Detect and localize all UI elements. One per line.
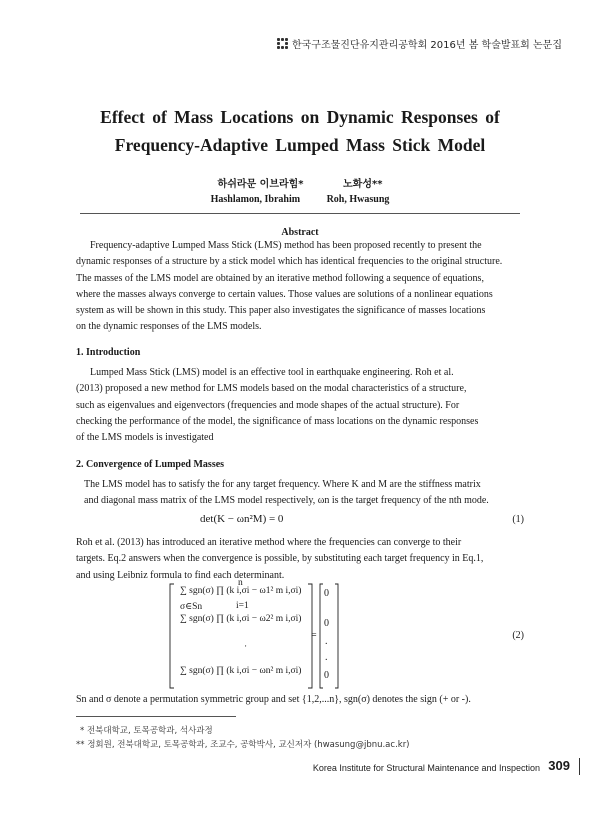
zero-vector: 0 0 . . 0 [324,588,329,681]
matrix-row-dots: · [244,642,248,652]
section-1-heading: 1. Introduction [76,347,141,358]
equals-sign: = [311,630,317,641]
running-header [277,36,562,51]
footnote-1: * 전북대학교, 토목공학과, 석사과정 [80,726,213,736]
section-2-last-line: Sn and σ denote a permutation symmetric group and set {1,2,...n}, sgn(σ) denotes the sign (+ or -). [76,694,471,705]
footnote-2: ** 정회원, 전북대학교, 토목공학과, 조교수, 공학박사, 교신저자 (hwasung@jbnu.ac.kr) [76,740,410,750]
page-number: 309 [548,758,570,773]
footer-institute: Korea Institute for Structural Maintenance and Inspection [312,763,540,773]
equation-1-number: (1) [512,514,524,525]
section-1-body: Lumped Mass Stick (LMS) model is an effective tool in earthquake engineering. Roh et al. (2013) proposed a new method for LMS models based on the modal characteristics of a structure, such as eigenvalues and eigenvectors (frequencies and mode shapes of the actual structure). For checking the performance of the model, the significance of mass locations on the dynamic responses of the LMS models is investigated [76,367,479,444]
paper-title: Effect of Mass Locations on Dynamic Responses of Frequency-Adaptive Lumped Mass Stick Model [100,107,500,155]
equation-2-number: (2) [512,630,524,641]
footnote-rule [76,716,236,717]
abstract-heading: Abstract [281,227,319,238]
header-text: 한국구조물진단유지관리공학회 2016년 봄 학술발표회 논문집 [291,40,562,51]
matrix-row-2: ∑ sgn(σ) ∏ (k i,σi − ω2² m i,σi) [180,614,302,624]
authors-korean: 하쉬라문 이브라힘* 노화성** [217,179,383,190]
abstract-body: Frequency-adaptive Lumped Mass Stick (LMS) method has been proposed recently to present the dynamic responses of a structure by a stick model which has identical frequencies to the original structure. The masses of the LMS model are obtained by an iterative method following a sequence of equations, where the masses always converge to certain values. Those values are solutions of a nonlinear equations system as will be shown in this study. This paper also investigates the significance of masses locations on the dynamic responses of the LMS models. [76,240,503,333]
section-2-body-a: The LMS model has to satisfy the for any target frequency. Where K and M are the stiffness matrix and diagonal mass matrix of the LMS model respectively, ωn is the target frequency of the nth mode. [84,479,489,507]
matrix-prod-top: n [238,578,243,588]
authors-english: Hashlamon, Ibrahim Roh, Hwasung [210,194,390,205]
matrix-prod-limit: i=1 [236,601,249,611]
matrix-sum-subscript: σ∈Sn [180,602,203,612]
equation-1: det(K − ωn²M) = 0 [200,513,284,525]
journal-logo-icon [277,38,288,49]
matrix-row-1: ∑ sgn(σ) ∏ (k i,σi − ω1² m i,σi) [180,586,302,596]
matrix-row-n: ∑ sgn(σ) ∏ (k i,σi − ωn² m i,σi) [180,666,302,676]
section-2-heading: 2. Convergence of Lumped Masses [76,459,225,470]
page-number-bar [579,758,580,775]
title-rule [80,213,520,214]
section-2-body-b: Roh et al. (2013) has introduced an iterative method where the frequencies can converge to their targets. Eq.2 answers when the convergence is possible, by substituting each target frequency in Eq.1, and using Leibniz formula to find each determinant. [76,537,484,581]
